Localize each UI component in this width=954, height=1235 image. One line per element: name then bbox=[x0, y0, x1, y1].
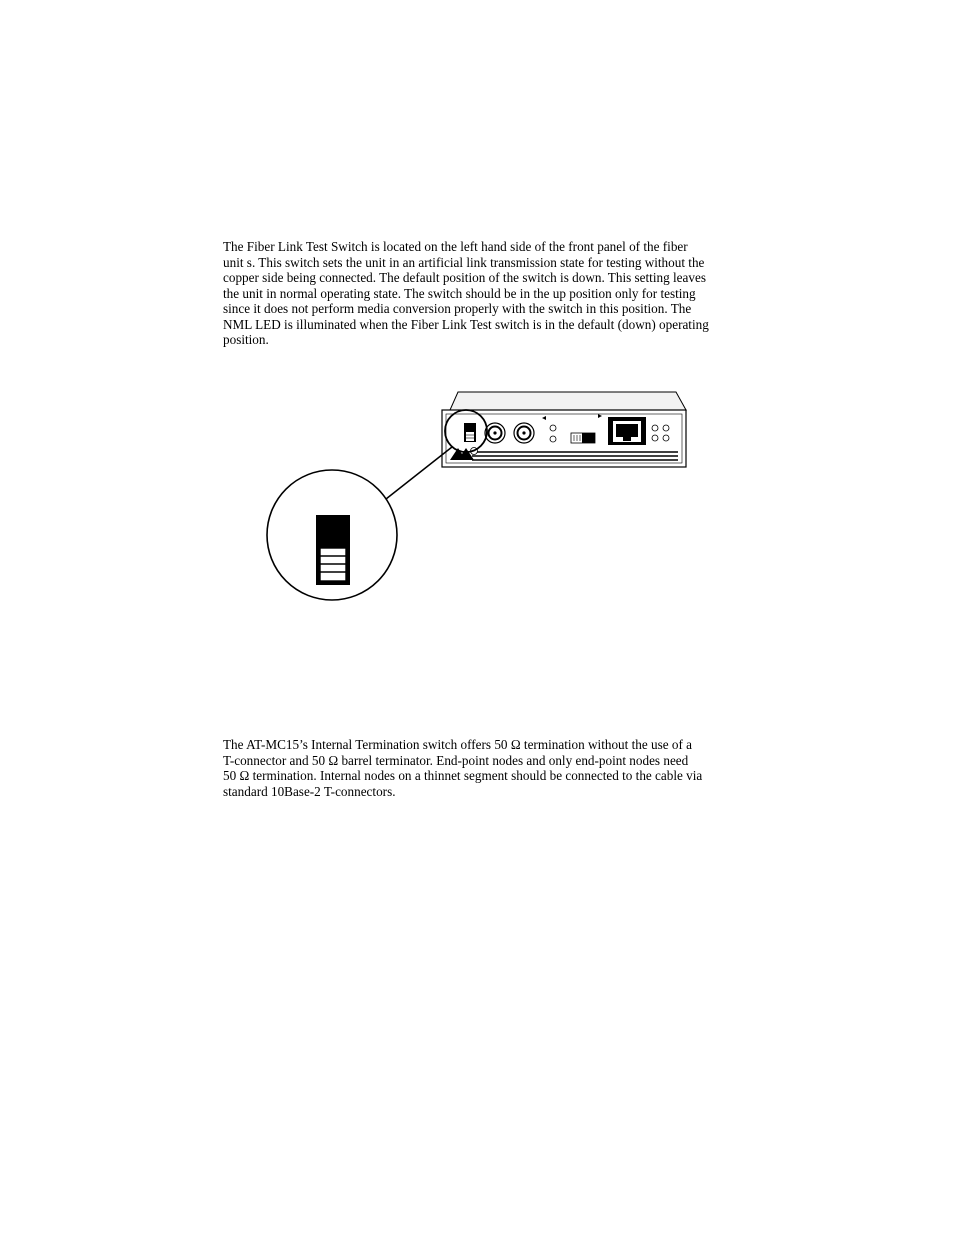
paragraph-line: copper side being connected. The default position of the switch is down. This setting leaves bbox=[223, 270, 706, 285]
internal-termination-paragraph bbox=[223, 737, 731, 799]
paragraph-line: The Fiber Link Test Switch is located on the left hand side of the front panel of the fiber bbox=[223, 239, 688, 254]
paragraph-line: The AT-MC15’s Internal Termination switch offers 50 Ω termination without the use of a bbox=[223, 737, 693, 752]
fiber-link-test-paragraph bbox=[223, 239, 731, 348]
paragraph-line: unit s. This switch sets the unit in an artificial link transmission state for testing without the bbox=[223, 254, 705, 270]
paragraph-line: 50 Ω termination. Internal nodes on a thinnet segment should be connected to the cable via bbox=[223, 768, 703, 783]
device-front-panel-icon bbox=[442, 392, 686, 467]
callout-line bbox=[386, 447, 452, 499]
paragraph-line: position. bbox=[223, 332, 269, 347]
paragraph-line: T-connector and 50 Ω barrel terminator. End-point nodes and only end-point nodes need bbox=[223, 752, 689, 768]
paragraph-line: standard 10Base-2 T-connectors. bbox=[223, 783, 396, 799]
paragraph-line: NML LED is illuminated when the Fiber Link Test switch is in the default (down) operating bbox=[223, 316, 709, 332]
fiber-link-test-switch-figure bbox=[262, 390, 692, 610]
paragraph-line: since it does not perform media conversion properly with the switch in this position. The bbox=[223, 301, 692, 316]
paragraph-line: the unit in normal operating state. The switch should be in the up position only for testing bbox=[223, 285, 696, 301]
magnified-switch-icon bbox=[267, 470, 397, 600]
